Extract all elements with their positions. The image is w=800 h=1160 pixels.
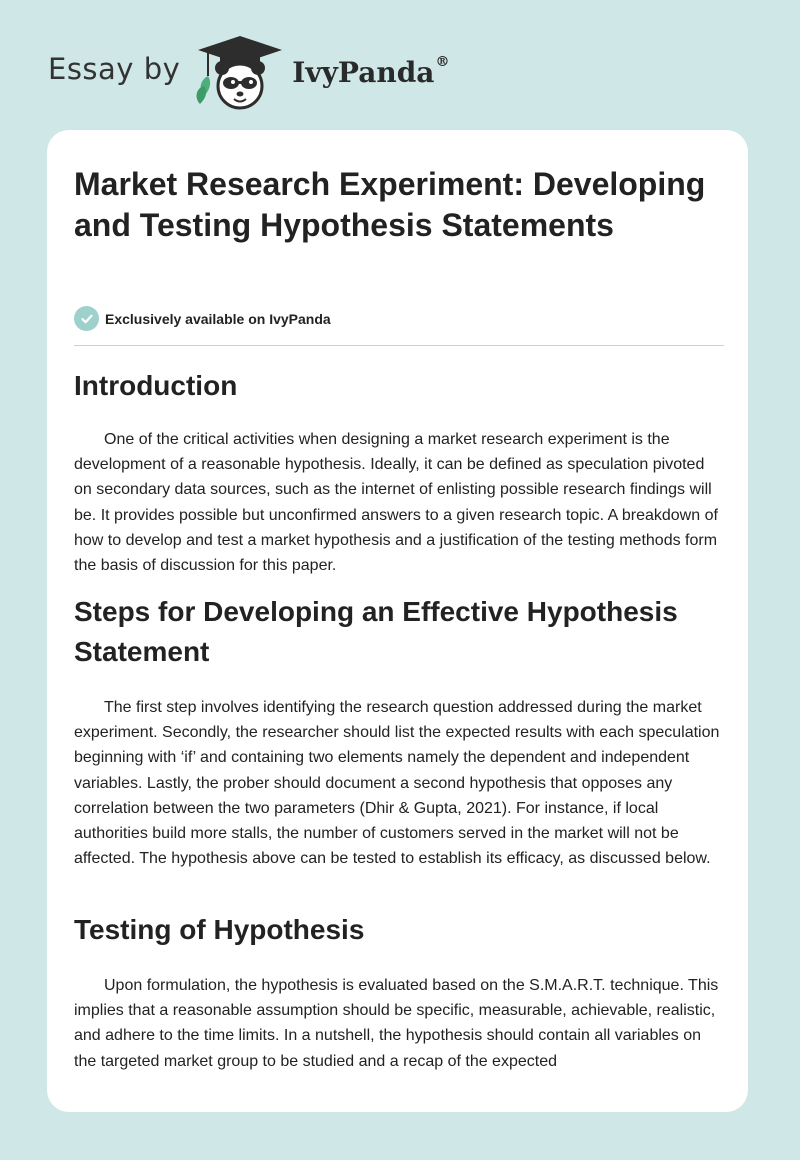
section-heading-introduction: Introduction — [74, 370, 238, 401]
brand-name[interactable] — [292, 53, 450, 89]
section-heading-steps: Steps for Developing an Effective Hypothesis Statement — [74, 596, 678, 667]
exclusive-badge-text: Exclusively available on IvyPanda — [105, 310, 331, 327]
check-circle-icon — [74, 306, 99, 331]
section-paragraph-steps: The first step involves identifying the research question addressed during the market experiment. Secondly, the researcher should list the expected results with each speculation beginning with ‘if’ and containing two elements namely the dependent and independent variables. Lastly, the prober should document a second hypothesis that opposes any correlation between the two parameters (Dhir & Gupta, 2021). For instance, if local authorities build more stalls, the number of customers served in the market will not be affected. The hypothesis above can be tested to establish its efficacy, as discussed below. — [74, 699, 720, 868]
brand-text: IvyPanda — [292, 55, 435, 89]
page-title: Market Research Experiment: Developing and Testing Hypothesis Statements — [74, 166, 706, 243]
section-paragraph-testing: Upon formulation, the hypothesis is evaluated based on the S.M.A.R.T. technique. This implies that a reasonable assumption should be specific, measurable, achievable, realistic, and adhere to the time limits. In a nutshell, the hypothesis should contain all variables on the targeted market group to be studied and a recap of the expected — [74, 977, 719, 1070]
essay-by-label: Essay by — [48, 52, 181, 86]
divider — [74, 345, 724, 346]
panda-graduate-icon[interactable] — [194, 34, 286, 112]
section-heading-testing: Testing of Hypothesis — [74, 914, 365, 945]
section-paragraph-introduction: One of the critical activities when designing a market research experiment is the development of a reasonable hypothesis. Ideally, it can be defined as speculation pivoted on secondary data sources, such as the internet of enlisting possible research findings will be. It provides possible but unconfirmed answers to a given research topic. A breakdown of how to develop and test a market hypothesis and a justification of the testing methods form the basis of discussion for this paper. — [74, 431, 718, 575]
essay-card — [47, 130, 748, 1112]
registered-mark: ® — [435, 53, 450, 70]
site-header — [48, 34, 449, 112]
exclusive-badge — [74, 306, 331, 331]
